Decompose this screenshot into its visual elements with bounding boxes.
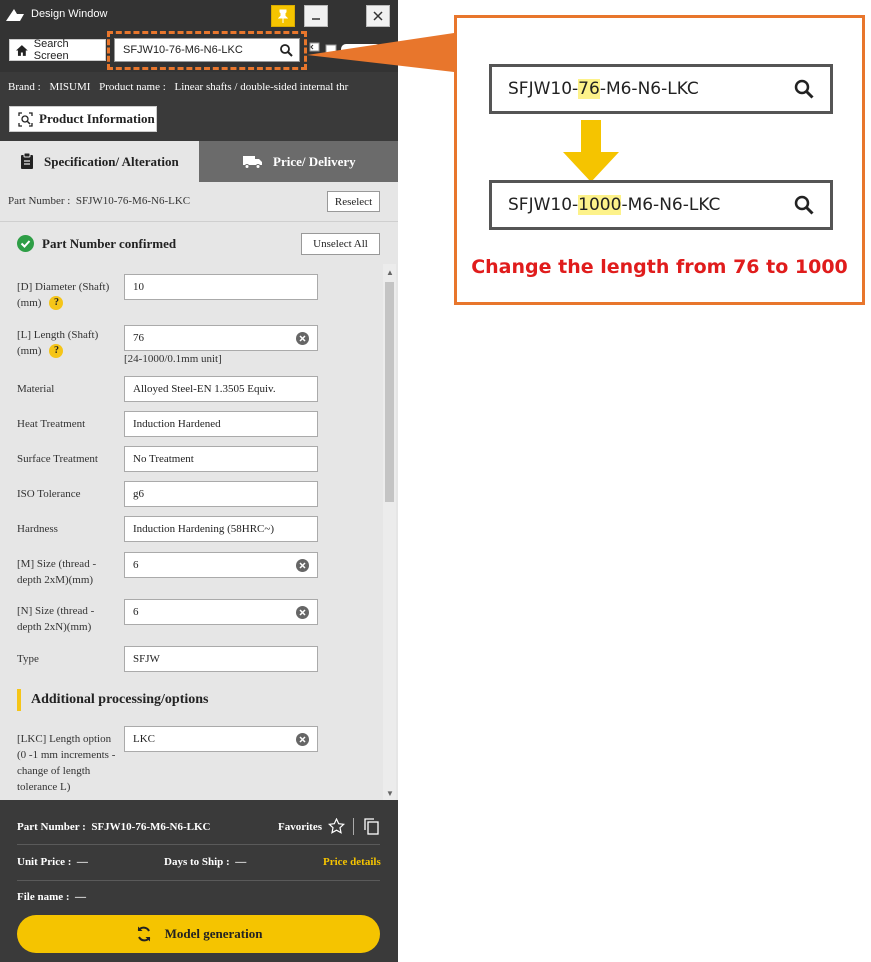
field-value: 6 — [133, 606, 139, 618]
design-window — [0, 0, 398, 962]
callout-highlight: 76 — [578, 79, 600, 99]
unit-price-value: — — [76, 856, 88, 868]
reselect-button[interactable]: Reselect — [327, 191, 380, 212]
field-value: Induction Hardened — [133, 418, 221, 430]
brand-label: Brand : — [8, 81, 41, 93]
file-name-value: — — [75, 891, 87, 903]
footer-part-value: SFJW10-76-M6-N6-LKC — [91, 821, 211, 833]
days-to-ship-label: Days to Ship : — [164, 856, 230, 868]
callout-before-input — [489, 64, 833, 114]
clear-icon[interactable] — [296, 733, 309, 746]
product-information-button[interactable] — [9, 106, 157, 132]
model-generation-button[interactable] — [17, 915, 380, 953]
field-value: LKC — [133, 733, 155, 745]
product-search-icon — [18, 112, 33, 127]
footer — [0, 800, 398, 962]
clear-icon[interactable] — [296, 606, 309, 619]
field-label: [D] Diameter (Shaft)(mm) — [17, 281, 110, 309]
footer-divider — [17, 880, 380, 881]
callout-text: -M6-N6-LKC — [621, 195, 721, 215]
field-label: Type — [17, 653, 39, 665]
field-value: No Treatment — [133, 453, 194, 465]
help-icon[interactable]: ? — [49, 296, 63, 310]
tab-specification-label: Specification/ Alteration — [44, 153, 179, 169]
tab-specification[interactable] — [0, 141, 199, 182]
hardness-input[interactable] — [124, 516, 318, 542]
check-circle-icon — [17, 235, 34, 252]
callout-box — [454, 15, 865, 305]
unit-price-label: Unit Price : — [17, 856, 72, 868]
tab-bar — [0, 141, 398, 182]
surface-treatment-input[interactable] — [124, 446, 318, 472]
callout-caption: Change the length from 76 to 1000 — [471, 256, 848, 278]
lkc-input[interactable] — [124, 726, 318, 752]
refresh-icon — [135, 925, 153, 943]
length-hint: [24-1000/0.1mm unit] — [124, 353, 222, 365]
field-value: SFJW — [133, 653, 160, 665]
down-arrow-icon — [563, 120, 619, 182]
footer-divider — [353, 818, 354, 835]
model-generation-label: Model generation — [164, 926, 263, 941]
length-input[interactable] — [124, 325, 318, 351]
unselect-all-button[interactable]: Unselect All — [301, 233, 380, 255]
diameter-input[interactable] — [124, 274, 318, 300]
callout-after-input — [489, 180, 833, 230]
tab-price-delivery[interactable] — [199, 141, 398, 182]
scroll-down-icon[interactable]: ▼ — [386, 789, 394, 798]
help-icon[interactable]: ? — [49, 344, 63, 358]
clipboard-icon — [20, 153, 34, 170]
brand-row — [8, 81, 354, 93]
callout-text: -M6-N6-LKC — [599, 79, 699, 99]
callout-highlight: 1000 — [578, 195, 622, 215]
field-label: [LKC] Length option (0 -1 mm increments - change of length tolerance L) — [17, 733, 116, 793]
days-to-ship-value: — — [235, 856, 247, 868]
copy-icon[interactable] — [364, 818, 379, 835]
callout-pointer — [0, 0, 460, 80]
footer-part-label: Part Number : — [17, 821, 86, 833]
scrollbar-thumb[interactable] — [385, 282, 394, 502]
svg-text:...: ... — [327, 47, 333, 55]
star-icon[interactable] — [328, 818, 345, 835]
material-input[interactable] — [124, 376, 318, 402]
part-number-row — [0, 182, 398, 222]
type-input[interactable] — [124, 646, 318, 672]
field-value: 76 — [133, 332, 144, 344]
footer-divider — [17, 844, 380, 845]
part-number-confirmed — [17, 235, 176, 252]
field-label: Heat Treatment — [17, 418, 86, 430]
field-label: Material — [17, 383, 55, 395]
confirmed-text: Part Number confirmed — [42, 235, 177, 251]
brand-value: MISUMI — [49, 81, 91, 93]
scrollbar[interactable] — [383, 264, 396, 800]
field-value: Alloyed Steel-EN 1.3505 Equiv. — [133, 383, 276, 395]
iso-tolerance-input[interactable] — [124, 481, 318, 507]
product-information-label: Product Information — [39, 111, 155, 126]
field-value: 10 — [133, 281, 144, 293]
field-value: 6 — [133, 559, 139, 571]
field-label: ISO Tolerance — [17, 488, 81, 500]
field-label: [N] Size (thread - depth 2xN)(mm) — [17, 605, 95, 633]
clear-icon[interactable] — [296, 332, 309, 345]
search-input-value: SFJW10-76-M6-N6-LKC — [123, 44, 243, 56]
truck-icon — [243, 155, 263, 169]
favorites-label: Favorites — [278, 821, 322, 833]
window-title: Design Window — [31, 8, 108, 20]
field-value: Induction Hardening (58HRC~) — [133, 523, 274, 535]
product-name-label: Product name : — [99, 81, 166, 93]
tab-price-delivery-label: Price/ Delivery — [273, 153, 356, 169]
clear-icon[interactable] — [296, 559, 309, 572]
callout-text: SFJW10- — [508, 79, 579, 99]
search-icon — [794, 195, 814, 215]
price-details-link[interactable]: Price details — [323, 856, 381, 868]
part-number-label: Part Number : — [8, 195, 71, 207]
callout-text: SFJW10- — [508, 195, 579, 215]
part-number-value: SFJW10-76-M6-N6-LKC — [75, 195, 191, 207]
specification-content — [0, 182, 398, 800]
field-value: g6 — [133, 488, 144, 500]
product-name-value: Linear shafts / double-sided internal thr — [174, 81, 349, 93]
search-icon — [794, 79, 814, 99]
heat-treatment-input[interactable] — [124, 411, 318, 437]
field-label: [L] Length (Shaft)(mm) — [17, 329, 99, 357]
field-label: Hardness — [17, 523, 58, 535]
additional-processing-title: Additional processing/options — [17, 689, 209, 711]
search-screen-label: Search Screen — [33, 38, 69, 62]
n-size-input[interactable] — [124, 599, 318, 625]
field-label: [M] Size (thread - depth 2xM)(mm) — [17, 558, 97, 586]
scroll-up-icon[interactable]: ▲ — [386, 268, 394, 277]
field-label: Surface Treatment — [17, 453, 98, 465]
m-size-input[interactable] — [124, 552, 318, 578]
file-name-label: File name : — [17, 891, 70, 903]
